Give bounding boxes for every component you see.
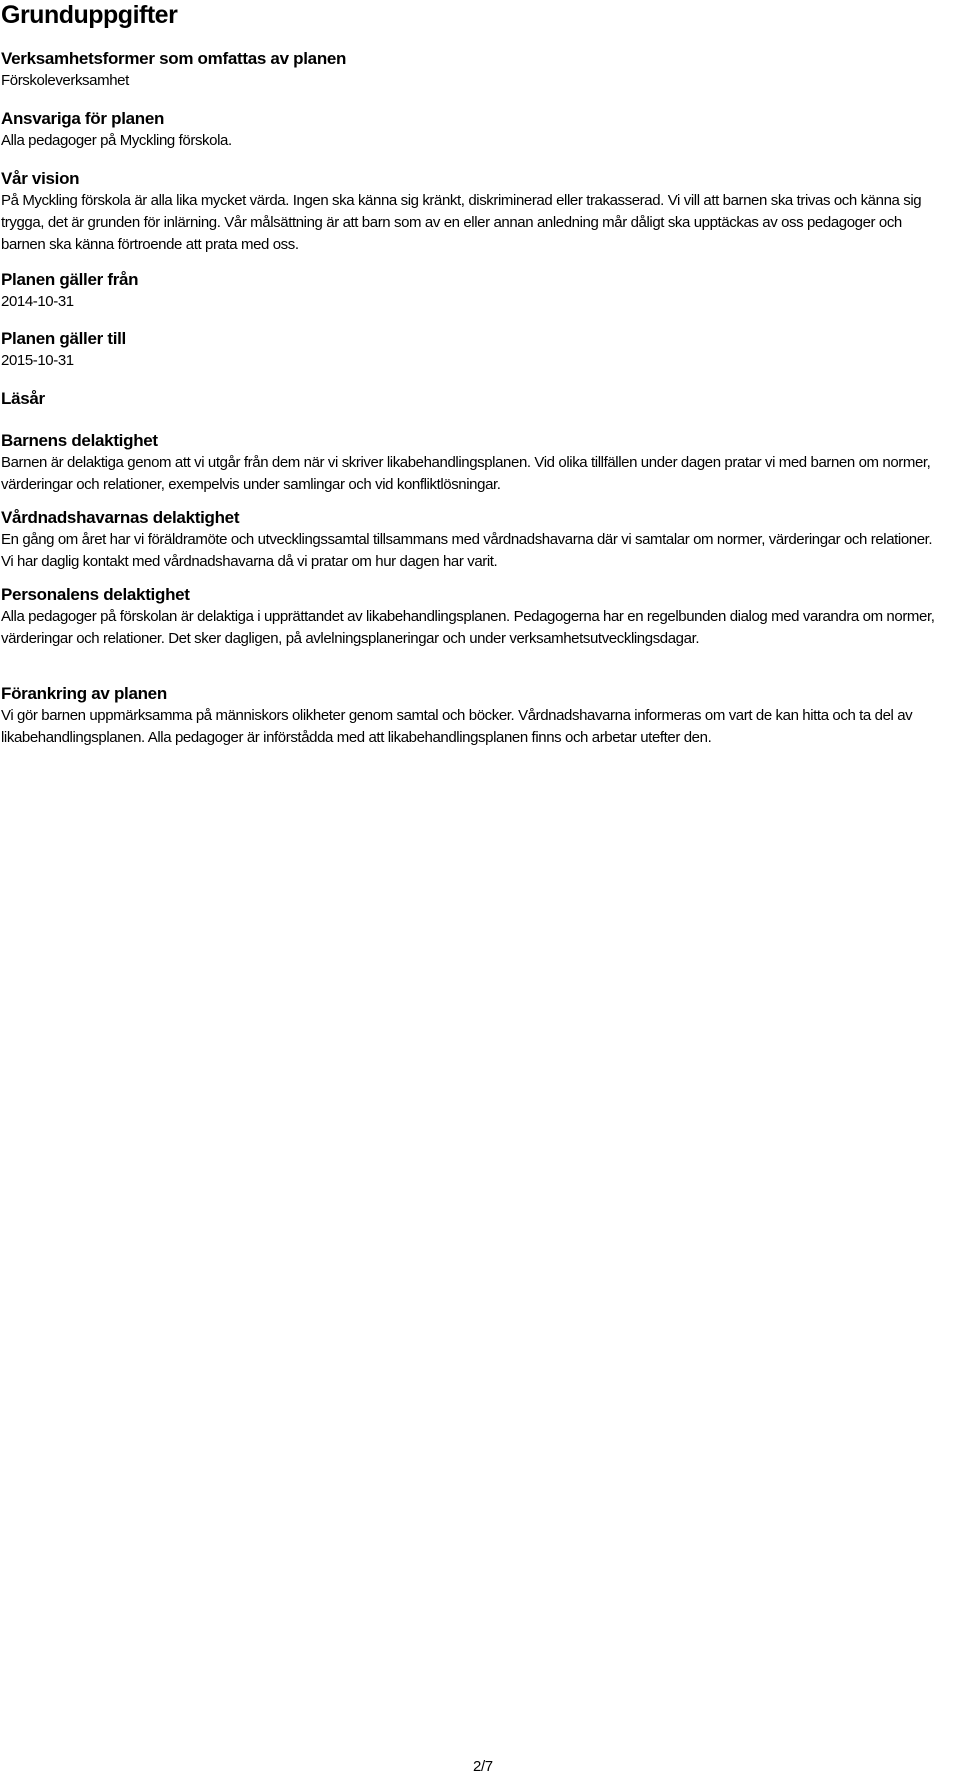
section-text: Vi gör barnen uppmärksamma på människors olikheter genom samtal och böcker. Vårdnadshavarna informeras om vart de kan hitta och ta del av likabehandlingsplanen. Alla pedagoger är införstådda med att likabehandlingsplanen finns och arbetar utefter den.: [1, 707, 913, 746]
section-heading: Personalens delaktighet: [1, 585, 190, 604]
section-heading: Läsår: [1, 389, 45, 408]
date-value: 2015-10-31: [1, 352, 74, 369]
page-title: Grunduppgifter: [1, 1, 178, 29]
section-vardnadshavarnas-delaktighet: [1, 507, 946, 573]
section-heading: Vårdnadshavarnas delaktighet: [1, 508, 240, 527]
section-text: På Myckling förskola är alla lika mycket värda. Ingen ska känna sig kränkt, diskriminerad eller trakasserad. Vi vill att barnen ska trivas och känna sig trygga, det är grunden för inlärning. Vår målsättning är att barn som av en eller annan anledning mår dåligt ska upptäckas av oss pedagoger och barnen ska känna förtroende att prata med oss.: [1, 192, 922, 253]
section-heading: Planen gäller från: [1, 270, 139, 289]
section-lasar: [1, 388, 946, 410]
section-galler-till: [1, 328, 946, 372]
section-heading: Planen gäller till: [1, 329, 126, 348]
section-forankring: [1, 683, 946, 749]
section-heading: Förankring av planen: [1, 684, 167, 703]
section-heading: Barnens delaktighet: [1, 431, 158, 450]
section-text: Förskoleverksamhet: [1, 72, 129, 89]
section-ansvariga: [1, 108, 946, 152]
section-personalens-delaktighet: [1, 584, 946, 650]
page-number: 2/7: [473, 1758, 493, 1775]
section-barnens-delaktighet: [1, 430, 946, 496]
section-galler-fran: [1, 269, 946, 313]
section-vision: [1, 168, 946, 256]
section-heading: Vår vision: [1, 169, 80, 188]
section-heading: Verksamhetsformer som omfattas av planen: [1, 49, 347, 68]
date-value: 2014-10-31: [1, 293, 74, 310]
section-text: Alla pedagoger på Myckling förskola.: [1, 132, 232, 149]
section-heading: Ansvariga för planen: [1, 109, 165, 128]
section-text: Alla pedagoger på förskolan är delaktiga i upprättandet av likabehandlingsplanen. Pedagogerna har en regelbunden dialog med varandra om normer, värderingar och relationer. Det sker dagligen, på avlelningsplaneringar och under verksamhetsutvecklingsdagar.: [1, 608, 935, 647]
section-text: Barnen är delaktiga genom att vi utgår från dem när vi skriver likabehandlingsplanen. Vid olika tillfällen under dagen pratar vi med barnen om normer, värderingar och relationer, exempelvis under samlingar och vid konfliktlösningar.: [1, 454, 931, 493]
section-text: En gång om året har vi föräldramöte och utvecklingssamtal tillsammans med vårdnadshavarna där vi samtalar om normer, värderingar och relationer. Vi har daglig kontakt med vårdnadshavarna då vi pratar om hur dagen har varit.: [1, 531, 933, 570]
section-verksamhetsformer: [1, 48, 946, 92]
